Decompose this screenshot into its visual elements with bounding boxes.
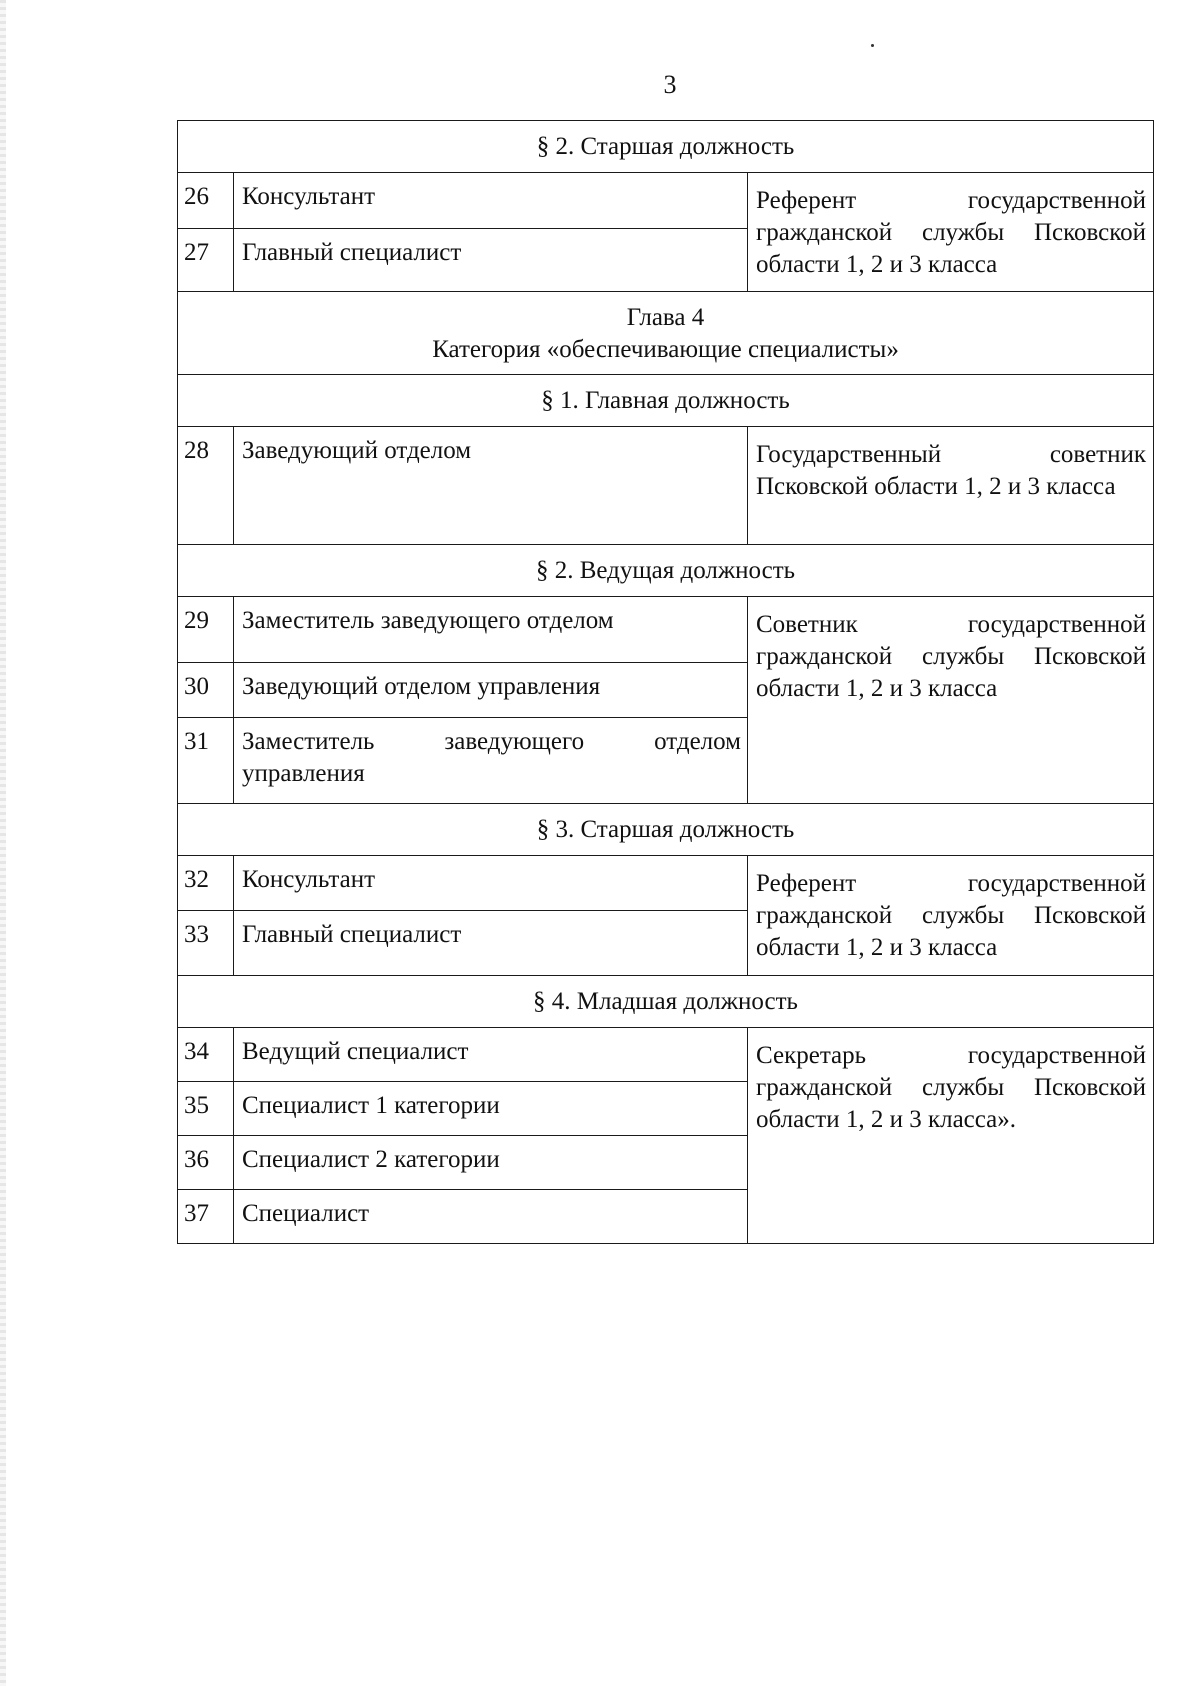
row-number: 27	[178, 229, 234, 292]
position-name: Заведующий отделом	[234, 427, 748, 545]
section-header: § 1. Главная должность	[178, 375, 1154, 427]
section-header: § 2. Ведущая должность	[178, 545, 1154, 597]
row-number: 30	[178, 663, 234, 718]
table-row	[178, 427, 1154, 545]
position-name: Заместитель заведующего отделом управления	[234, 718, 748, 804]
section-row	[178, 545, 1154, 597]
class-rank: Секретарь государственной гражданской службы Псковской области 1, 2 и 3 класса».	[748, 1028, 1154, 1244]
position-name: Специалист 1 категории	[234, 1082, 748, 1136]
section-row	[178, 804, 1154, 856]
row-number: 29	[178, 597, 234, 663]
chapter-title: Глава 4	[626, 304, 705, 331]
position-name: Специалист 2 категории	[234, 1136, 748, 1190]
position-name: Консультант	[234, 173, 748, 229]
section-header: § 2. Старшая должность	[178, 121, 1154, 173]
class-rank: Референт государственной гражданской службы Псковской области 1, 2 и 3 класса	[748, 173, 1154, 292]
section-header: § 4. Младшая должность	[178, 976, 1154, 1028]
row-number: 32	[178, 856, 234, 911]
position-name: Консультант	[234, 856, 748, 911]
row-number: 33	[178, 911, 234, 976]
position-name: Заместитель заведующего отделом	[234, 597, 748, 663]
table-row	[178, 856, 1154, 911]
position-name: Специалист	[234, 1190, 748, 1244]
scan-speck	[871, 44, 874, 47]
row-number: 36	[178, 1136, 234, 1190]
row-number: 37	[178, 1190, 234, 1244]
page-number: 3	[663, 70, 677, 99]
row-number: 34	[178, 1028, 234, 1082]
class-rank: Государственный советник Псковской области 1, 2 и 3 класса	[748, 427, 1154, 545]
chapter-header	[178, 292, 1154, 375]
position-name: Главный специалист	[234, 911, 748, 976]
section-row	[178, 976, 1154, 1028]
chapter-category: Категория «обеспечивающие специалисты»	[432, 336, 899, 363]
position-name: Заведующий отделом управления	[234, 663, 748, 718]
table-row	[178, 597, 1154, 663]
section-row	[178, 121, 1154, 173]
section-header: § 3. Старшая должность	[178, 804, 1154, 856]
scan-edge	[0, 0, 6, 1686]
chapter-row	[178, 292, 1154, 375]
position-name: Главный специалист	[234, 229, 748, 292]
positions-table	[177, 120, 1154, 1244]
row-number: 26	[178, 173, 234, 229]
row-number: 35	[178, 1082, 234, 1136]
section-row	[178, 375, 1154, 427]
class-rank: Референт государственной гражданской службы Псковской области 1, 2 и 3 класса	[748, 856, 1154, 976]
row-number: 31	[178, 718, 234, 804]
row-number: 28	[178, 427, 234, 545]
table-row	[178, 1028, 1154, 1082]
position-name: Ведущий специалист	[234, 1028, 748, 1082]
table-row	[178, 173, 1154, 229]
class-rank: Советник государственной гражданской службы Псковской области 1, 2 и 3 класса	[748, 597, 1154, 804]
